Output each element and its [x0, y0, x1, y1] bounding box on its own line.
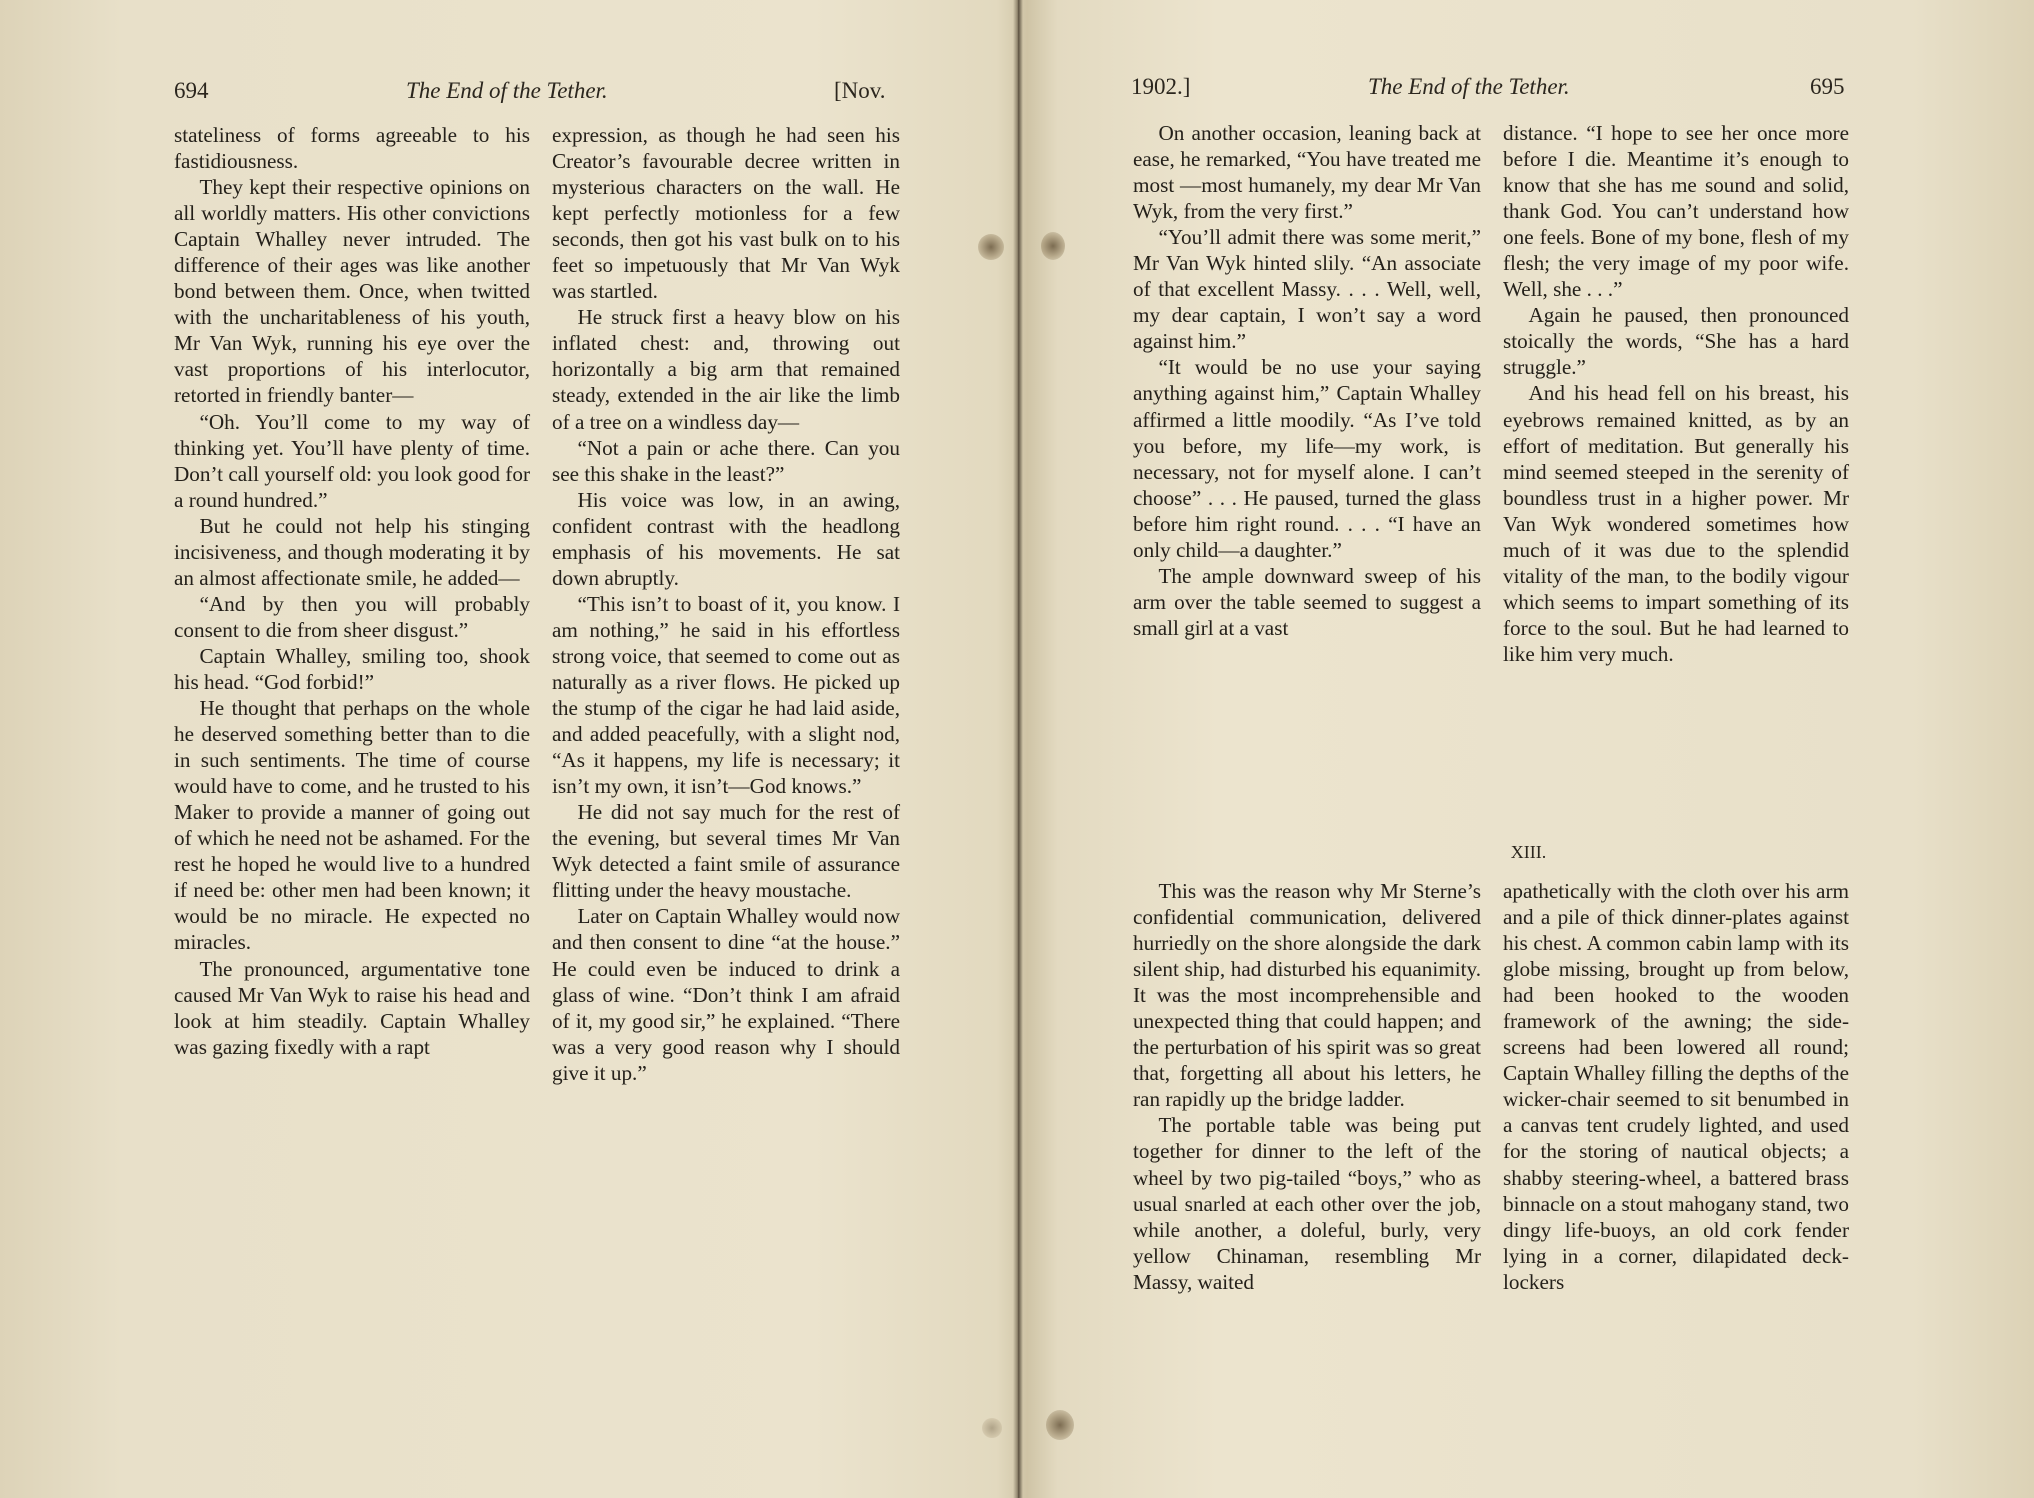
text-column-3: [1133, 120, 1481, 641]
paragraph: The ample downward sweep of his arm over the table seemed to suggest a small girl at a vast: [1133, 563, 1481, 640]
running-title: The End of the Tether.: [406, 78, 608, 103]
paragraph: This was the reason why Mr Sterne’s confidential communication, delivered hurriedly on the shore alongside the dark silent ship, had disturbed his equanimity. It was the most incomprehensible and unexpected thing that could happen; and the perturbation of his spirit was so great that, forgetting all about his letters, he ran rapidly up the bridge ladder.: [1133, 879, 1481, 1112]
paragraph: “This isn’t to boast of it, you know. I am nothing,” he said in his effortless strong voice, that seemed to come out as naturally as a river flows. He picked up the stump of the cigar he had laid aside, and added peacefully, with a slight nod, “As it happens, my life is necessary; it isn’t my own, it isn’t—God knows.”: [552, 591, 900, 799]
page-number: 694: [174, 78, 209, 103]
paragraph: His voice was low, in an awing, confident contrast with the headlong emphasis of his movements. He sat down abruptly.: [552, 487, 900, 590]
paragraph: He struck first a heavy blow on his inflated chest: and, throwing out horizontally a big arm that remained steady, extended in the air like the limb of a tree on a windless day—: [552, 305, 900, 434]
right-page: [1023, 0, 2034, 1498]
date-tag: [Nov.: [834, 78, 886, 103]
paragraph: He thought that perhaps on the whole he deserved something better than to die in such sentiments. The time of course would have to come, and he trusted to his Maker to provide a manner of going out of which he need not be ashamed. For the rest he hoped he would live to a hundred if need be: other men had been known; it would be no miracle. He expected no miracles.: [174, 696, 530, 955]
text-column-1: [174, 122, 530, 1060]
paragraph: expression, as though he had seen his Creator’s favourable decree written in mysterious characters on the wall. He kept perfectly motionless for a few seconds, then got his vast bulk on to his feet so impetuously that Mr Van Wyk was startled.: [552, 123, 900, 304]
text-column-6: [1503, 878, 1849, 1295]
paragraph: Captain Whalley, smiling too, shook his head. “God forbid!”: [174, 643, 530, 694]
page-number: 695: [1810, 74, 1845, 99]
running-title: The End of the Tether.: [1368, 74, 1570, 99]
right-page-header: [1023, 74, 2034, 108]
paragraph: “Oh. You’ll come to my way of thinking yet. You’ll have plenty of time. Don’t call yourself old: you look good for a round hundred.”: [174, 409, 530, 512]
paragraph: The portable table was being put together for dinner to the left of the wheel by two pig-tailed “boys,” who as usual snarled at each other over the job, while another, a doleful, burly, very yellow Chinaman, resembling Mr Massy, waited: [1133, 1113, 1481, 1294]
paragraph: But he could not help his stinging incisiveness, and though moderating it by an almost affectionate smile, he added—: [174, 513, 530, 590]
paragraph: And his head fell on his breast, his eyebrows remained knitted, as by an effort of meditation. But generally his mind seemed steeped in the serenity of boundless trust in a higher power. Mr Van Wyk wondered sometimes how much of it was due to the splendid vitality of the man, to the bodily vigour which seems to impart something of its force to the soul. But he had learned to like him very much.: [1503, 381, 1849, 666]
text-column-2: [552, 122, 900, 1086]
paragraph: “Not a pain or ache there. Can you see this shake in the least?”: [552, 435, 900, 486]
paragraph: “And by then you will probably consent to die from sheer disgust.”: [174, 591, 530, 642]
section-heading: XIII.: [1510, 842, 1547, 862]
paragraph: On another occasion, leaning back at ease, he remarked, “You have treated me most —most humanely, my dear Mr Van Wyk, from the very first.”: [1133, 121, 1481, 224]
paragraph: stateliness of forms agreeable to his fastidiousness.: [174, 123, 530, 174]
left-page-header: [0, 78, 1013, 112]
paragraph: “You’ll admit there was some merit,” Mr Van Wyk hinted slily. “An associate of that excellent Massy. . . . Well, well, my dear captain, I won’t say a word against him.”: [1133, 225, 1481, 354]
date-tag: 1902.]: [1131, 74, 1191, 99]
paragraph: They kept their respective opinions on all worldly matters. His other convictions Captain Whalley never intruded. The difference of their ages was like another bond between them. Once, when twitted with the uncharitableness of his youth, Mr Van Wyk, running his eye over the vast proportions of his interlocutor, retorted in friendly banter—: [174, 175, 530, 408]
text-column-4: [1503, 120, 1849, 667]
paragraph: apathetically with the cloth over his arm and a pile of thick dinner-plates against his chest. A common cabin lamp with its globe missing, brought up from below, had been hooked to the wooden framework of the awning; the side-screens had been lowered all round; Captain Whalley filling the depths of the wicker-chair seemed to sit benumbed in a canvas tent crudely lighted, and used for the storing of nautical objects; a shabby steering-wheel, a battered brass binnacle on a stout mahogany stand, two dingy life-buoys, an old cork fender lying in a corner, dilapidated deck-lockers: [1503, 879, 1849, 1294]
paragraph: The pronounced, argumentative tone caused Mr Van Wyk to raise his head and look at him steadily. Captain Whalley was gazing fixedly with a rapt: [174, 956, 530, 1059]
paragraph: Again he paused, then pronounced stoically the words, “She has a hard struggle.”: [1503, 303, 1849, 380]
book-gutter: [1013, 0, 1023, 1498]
paragraph: “It would be no use your saying anything against him,” Captain Whalley affirmed a little moodily. “As I’ve told you before, my life—my work, is necessary, not for myself alone. I can’t choose” . . . He paused, turned the glass before him right round. . . . “I have an only child—a daughter.”: [1133, 355, 1481, 562]
text-column-5: [1133, 878, 1481, 1295]
left-page: [0, 0, 1013, 1498]
paragraph: distance. “I hope to see her once more before I die. Meantime it’s enough to know that she has me sound and solid, thank God. You can’t understand how one feels. Bone of my bone, flesh of my flesh; the very image of my poor wife. Well, she . . .”: [1503, 121, 1849, 302]
paragraph: He did not say much for the rest of the evening, but several times Mr Van Wyk detected a faint smile of assurance flitting under the heavy moustache.: [552, 800, 900, 903]
paragraph: Later on Captain Whalley would now and then consent to dine “at the house.” He could even be induced to drink a glass of wine. “Don’t think I am afraid of it, my good sir,” he explained. “There was a very good reason why I should give it up.”: [552, 904, 900, 1085]
